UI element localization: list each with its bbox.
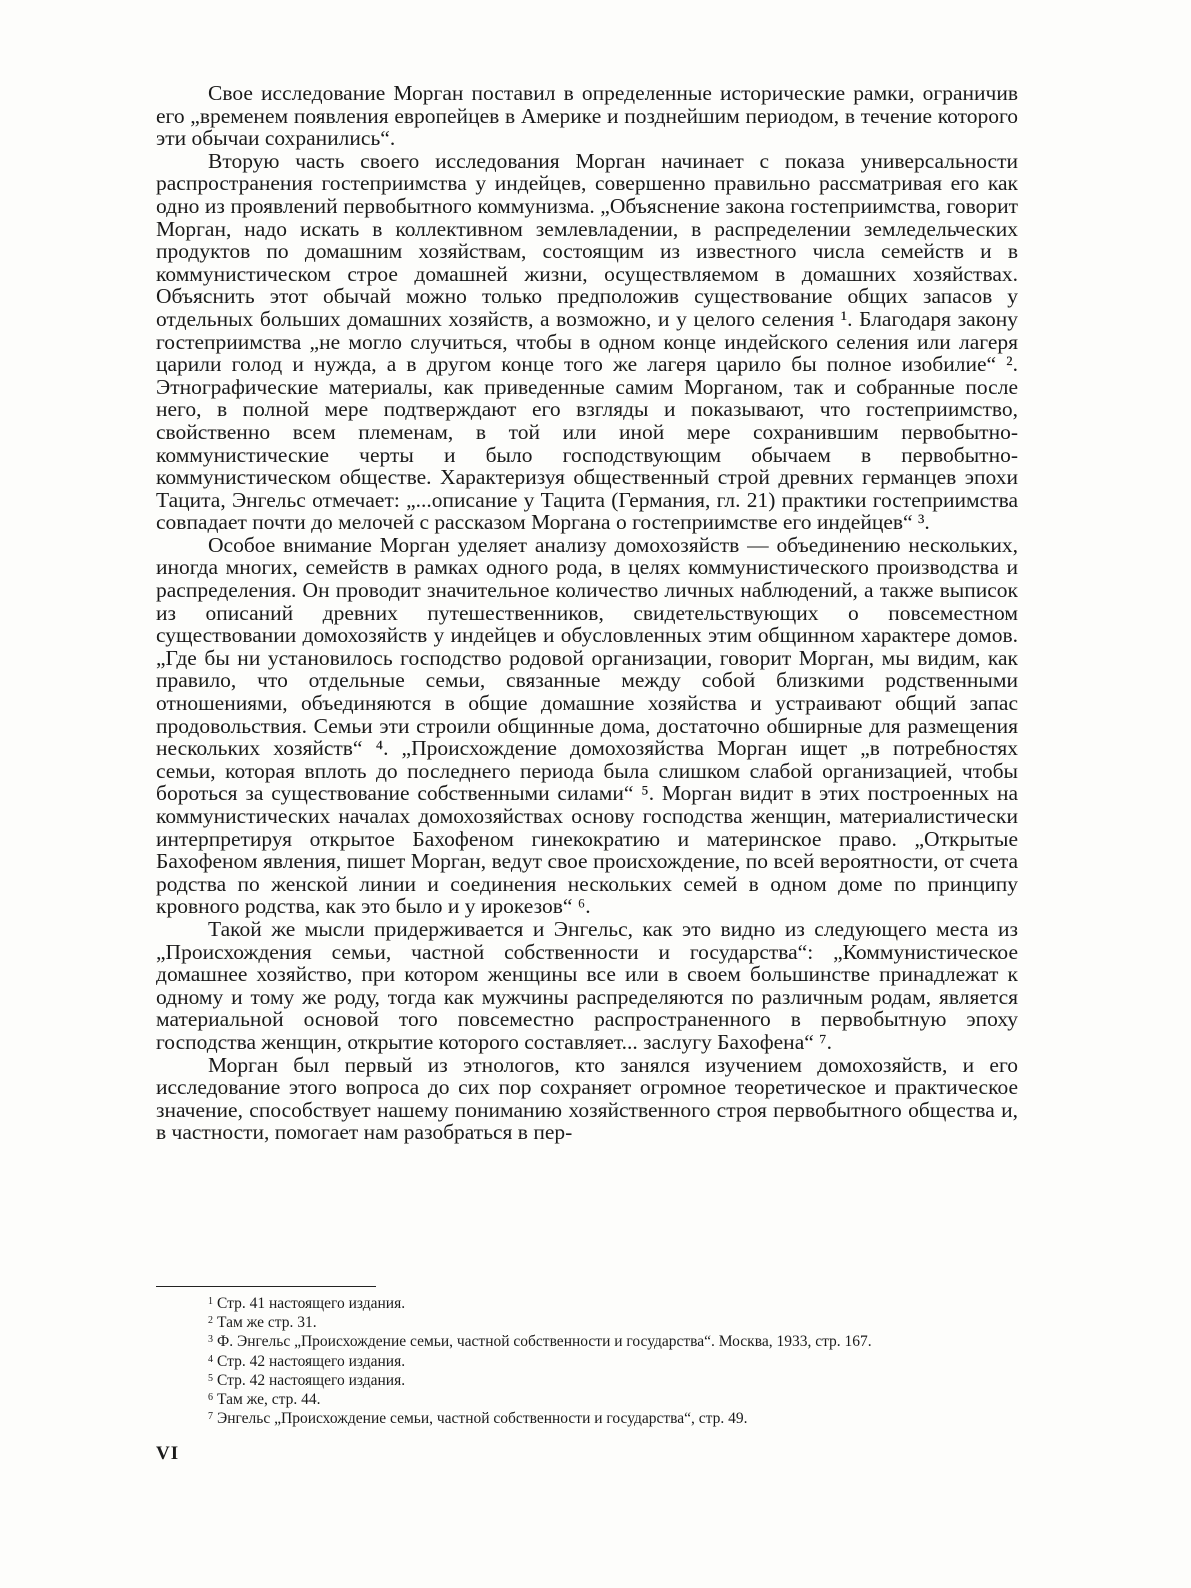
footnote-separator <box>156 1286 376 1287</box>
paragraph-5: Морган был первый из этнологов, кто занялся изучением домохозяйств, и его исследование этого вопроса до сих пор сохраняет огромное теоретическое и практическое значение, способствует нашему пониманию хозяйственного строя первобытного общества и, в частности, помогает нам разобраться в пер- <box>156 1052 1018 1145</box>
footnote-marker: 2 <box>208 1315 213 1327</box>
footnote-1 <box>156 1293 1018 1312</box>
footnotes <box>156 1293 1018 1427</box>
footnote-4 <box>156 1351 1018 1370</box>
footnote-marker: 6 <box>208 1392 213 1404</box>
footnote-text: Энгельс „Происхождение семьи, частной собственности и государства“, стр. 49. <box>217 1410 748 1428</box>
paragraph-3: Особое внимание Морган уделяет анализу домохозяйств — объединению нескольких, иногда многих, семейств в рамках одного рода, в целях коммунистического производства и распределения. Он проводит значительное количество личных наблюдений, а также выписок из описаний древних путешественников, свидетельствующих о повсеместном существовании домохозяйств у индейцев и обусловленных этим общинном характере домов. „Где бы ни установилось господство родовой организации, говорит Морган, мы видим, как правило, что отдельные семьи, связанные между собой близкими родственными отношениями, объединяются в общие домашние хозяйства и устраивают общий запас продовольствия. Семьи эти строили общинные дома, достаточно обширные для размещения нескольких хозяйств“ ⁴. „Происхождение домохозяйства Морган ищет „в потребностях семьи, которая вплоть до последнего периода была слишком слабой организацией, чтобы бороться за существование собственными силами“ ⁵. Морган видит в этих построенных на коммунистических началах домохозяйствах основу господства женщин, материалистически интерпретируя открытое Бахофеном гинекократию и материнское право. „Открытые Бахофеном явления, пишет Морган, ведут свое происхождение, по всей вероятности, от счета родства по женской линии и соединения нескольких семей в одном доме по принципу кровного родства, как это было и у ирокезов“ ⁶. <box>156 532 1018 919</box>
footnote-marker: 3 <box>208 1334 213 1346</box>
paragraph-4: Такой же мысли придерживается и Энгельс, как это видно из следующего места из „Происхождения семьи, частной собственности и государства“: „Коммунистическое домашнее хозяйство, при котором женщины все или в своем большинстве принадлежат к одному и тому же роду, тогда как мужчины распределяются по различным родам, является материальной основой того повсеместно распространенного в первобытную эпоху господства женщин, открытие которого составляет... заслугу Бахофена“ ⁷. <box>156 916 1018 1054</box>
footnote-marker: 4 <box>208 1353 213 1365</box>
footnote-text: Стр. 42 настоящего издания. <box>217 1352 406 1370</box>
footnote-marker: 1 <box>208 1296 213 1307</box>
footnote-text: Ф. Энгельс „Происхождение семьи, частной собственности и государства“. Москва, 1933, стр. 167. <box>217 1333 872 1351</box>
footnote-text: Там же, стр. 44. <box>217 1391 321 1409</box>
footnote-6 <box>156 1389 1018 1408</box>
footnote-2 <box>156 1312 1018 1331</box>
footnote-text: Стр. 41 настоящего издания. <box>217 1295 406 1312</box>
page-number: VI <box>156 1443 180 1464</box>
footnote-text: Там же стр. 31. <box>217 1314 317 1332</box>
paragraph-2: Вторую часть своего исследования Морган начинает с показа универсальности распространения гостеприимства у индейцев, совершенно правильно рассматривая его как одно из проявлений первобытного коммунизма. „Объяснение закона гостеприимства, говорит Морган, надо искать в коллективном землевладении, в распределении земледельческих продуктов по домашним хозяйствам, состоящим из известного числа семейств и в коммунистическом строе домашней жизни, осуществляемом в домашних хозяйствах. Объяснить этот обычай можно только предположив существование общих запасов у отдельных больших домашних хозяйств, а возможно, и у целого селения ¹. Благодаря закону гостеприимства „не могло случиться, чтобы в одном конце индейского селения или лагеря царили голод и нужда, а в другом конце того же лагеря царило бы полное изобилие“ ². Этнографические материалы, как приведенные самим Морганом, так и собранные после него, в полной мере подтверждают его взгляды и показывают, что гостеприимство, свойственно всем племенам, в той или иной мере сохранившим первобытно-коммунистические черты и было господствующим обычаем в первобытно-коммунистическом обществе. Характеризуя общественный строй древних германцев эпохи Тацита, Энгельс отмечает: „...описание у Тацита (Германия, гл. 21) практики гостеприимства совпадает почти до мелочей с рассказом Моргана о гостеприимстве его индейцев“ ³. <box>156 148 1018 535</box>
footnote-text: Стр. 42 настоящего издания. <box>217 1371 406 1389</box>
footnote-marker: 7 <box>208 1411 213 1423</box>
footnote-7 <box>156 1408 1018 1427</box>
footnote-marker: 5 <box>208 1372 213 1384</box>
footnote-5 <box>156 1370 1018 1389</box>
main-text <box>156 82 1018 1144</box>
footnote-3 <box>156 1331 1018 1350</box>
paragraph-1: Свое исследование Морган поставил в определенные исторические рамки, ограничив его „временем появления европейцев в Америке и позднейшим периодом, в течение которого эти обычаи сохранились“. <box>156 81 1018 151</box>
